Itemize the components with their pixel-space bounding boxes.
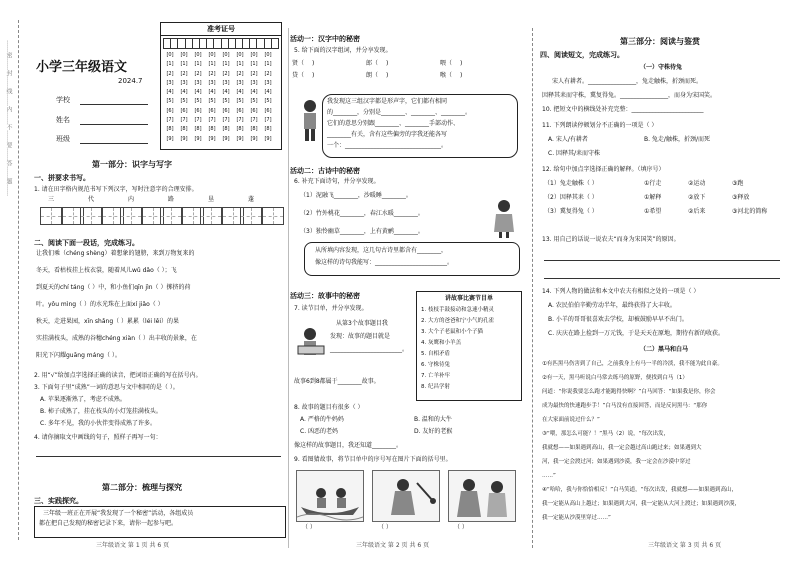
q11-text: 11. 下列朗读停顿划分不正确的一项是（ ） [542, 122, 658, 129]
passage-line: 让我们乘（chéng shèng）着想象的翅膀，来到万物复来的 [36, 250, 195, 257]
q5-cell: 贤（ [292, 60, 305, 67]
q8-option-b[interactable]: B. 温和的大牛 [414, 416, 452, 423]
tiange-cell[interactable] [160, 207, 182, 225]
story2-line: 问道：“你说我要怎么跑才能跑得快啊？”白马回答：“如果我是你，你会 [542, 389, 716, 395]
digit-bubble[interactable]: [5] [222, 98, 230, 105]
q7-text-1: 从第3个故事题目我 [336, 320, 388, 327]
part2-title: 第二部分：梳理与探究 [102, 483, 182, 492]
program-item: 2. 大方的爸爸和宁小气的孔雀 [421, 318, 494, 324]
q5-cell[interactable]: ) [386, 60, 389, 67]
digit-row[interactable] [163, 125, 279, 134]
digit-bubble[interactable]: [4] [264, 89, 272, 96]
q14-text: 14. 下列人物的做法和本文中农夫有相似之处的一项是（ ） [542, 288, 700, 295]
digit-bubble[interactable]: [0] [208, 52, 216, 58]
q5-cell: 喂（ [440, 60, 453, 67]
digit-bubble[interactable]: [0] [194, 52, 202, 58]
digit-row[interactable] [163, 70, 279, 79]
q5-cell[interactable]: ) [460, 60, 463, 67]
q11-option-b[interactable]: B. 兔走/触株，折颈/而死 [644, 136, 710, 143]
school-label: 学校 [56, 96, 70, 104]
digit-bubble[interactable]: [0] [250, 52, 258, 58]
q12-rows [544, 180, 784, 222]
q6-finding-box [304, 242, 520, 276]
q10-text[interactable]: 10. 把短文中的横线处补充完整：________________________ [542, 106, 704, 113]
char-label: 三 [48, 196, 55, 203]
story-picture-2 [372, 470, 440, 522]
practice-box [34, 506, 286, 538]
digit-bubble[interactable]: [7] [250, 117, 258, 124]
story2-line: ④“哈哈，我与你恰恰相反！”白马笑道，“每次出发，我就想——如果遇到高山， [542, 487, 737, 493]
story1-line-1: 宋人有耕者。________________，兔走触株，折颈而死。 [552, 78, 703, 85]
digit-bubble[interactable]: [4] [180, 89, 188, 96]
digit-row[interactable] [163, 88, 279, 97]
program-item: 4. 灰鹰和小羊羔 [421, 340, 461, 346]
q12-row [544, 194, 784, 202]
story2-title: （二）黑马和白马 [640, 346, 689, 353]
picture-1-answer[interactable]: （ ） [302, 524, 316, 531]
digit-bubble[interactable]: [7] [236, 117, 244, 124]
digit-bubble[interactable]: [7] [208, 117, 216, 124]
digit-bubble[interactable]: [7] [166, 117, 174, 124]
digit-bubble[interactable]: [9] [194, 135, 202, 142]
q12-cell[interactable]: ③释放 [732, 194, 750, 201]
digit-bubble[interactable]: [1] [166, 61, 174, 68]
digit-bubble[interactable]: [8] [236, 126, 244, 133]
q13-answer-line-1[interactable] [544, 260, 780, 261]
digit-bubble[interactable]: [6] [250, 107, 258, 114]
digit-bubble[interactable]: [3] [208, 79, 216, 86]
name-field[interactable] [80, 124, 148, 125]
reader-figure [296, 326, 326, 366]
digit-bubble[interactable]: [7] [264, 117, 272, 124]
digit-bubble[interactable]: [1] [208, 61, 216, 68]
passage [36, 250, 286, 369]
digit-bubble[interactable]: [3] [166, 79, 174, 86]
q12-cell[interactable]: ①行走 [644, 180, 662, 187]
q14-option-b[interactable]: B. 小羊的哥哥很喜欢去学校，却被鼓励早早不出门。 [548, 316, 688, 323]
digit-bubble[interactable]: [1] [222, 61, 230, 68]
q11-option-a[interactable]: A. 宋人/有耕者 [548, 136, 588, 143]
digit-row[interactable] [163, 60, 279, 69]
passage-line: 秋天，走进果园，xīn shǎng（ ）累累（léi lěi）的果 [36, 318, 180, 325]
bubble-line: 的________，分别是________、________、________。 [327, 109, 472, 116]
digit-bubble[interactable]: [6] [180, 107, 188, 114]
q8-option-a[interactable]: A. 严格的牛妈妈 [300, 416, 344, 423]
page2-footer: 三年级语文 第 2 页 共 6 页 [356, 542, 430, 549]
digit-bubble[interactable]: [9] [166, 135, 174, 142]
digit-bubble[interactable]: [1] [250, 61, 258, 68]
q12-cell[interactable]: ①解释 [644, 194, 662, 201]
q13-answer-line-2[interactable] [544, 278, 780, 279]
tiange-cell[interactable] [80, 207, 102, 225]
digit-bubble[interactable]: [0] [264, 52, 272, 58]
part3-title: 第三部分：阅读与鉴赏 [620, 37, 700, 46]
girl-figure [492, 198, 516, 238]
q5-row[interactable] [292, 60, 522, 68]
digit-bubble[interactable]: [2] [250, 70, 258, 77]
tiange-cell[interactable] [200, 207, 222, 225]
program-item: 5. 自相矛盾 [421, 351, 450, 357]
q5-cell[interactable]: ) [312, 72, 315, 79]
digit-bubble[interactable]: [6] [194, 107, 202, 114]
program-item: 1. 枝枝手鼓接动和急速小精灵 [421, 307, 494, 313]
practice-line-1: 三年级一班正在开展“我发现了一个秘密”活动，各组成员 [43, 510, 194, 517]
digit-bubble[interactable]: [3] [264, 79, 272, 86]
story1-title: （一）守株待兔 [640, 64, 683, 71]
char-label: 内 [128, 196, 135, 203]
section2-title: 二、阅读下面一段话，完成练习。 [34, 239, 139, 247]
digit-bubble[interactable]: [7] [180, 117, 188, 124]
q12-cell[interactable]: ①希望 [644, 208, 662, 215]
tiange-row [40, 196, 280, 238]
digit-bubble[interactable]: [2] [208, 70, 216, 77]
digit-bubble[interactable]: [4] [194, 89, 202, 96]
program-item: 7. 亡羊补牢 [421, 373, 450, 379]
q12-row [544, 180, 784, 188]
class-label: 班级 [56, 135, 70, 143]
q14-option-a[interactable]: A. 农民伯伯辛勤劳动半年，最终获得了大丰收。 [548, 302, 676, 309]
digit-bubble[interactable]: [3] [194, 79, 202, 86]
q12-cell[interactable]: ③跑 [732, 180, 744, 187]
story2-line: 我一定能从高山上越过；如果遇到大河，我一定能从大河上渡过；如果遇到沙漠， [542, 501, 741, 507]
digit-bubble[interactable]: [5] [236, 98, 244, 105]
digit-bubble[interactable]: [8] [208, 126, 216, 133]
digit-bubble[interactable]: [2] [166, 70, 174, 77]
char-label: 路 [168, 196, 175, 203]
section1-title: 一、拼要求书写。 [34, 174, 90, 182]
speech-bubble [322, 94, 518, 158]
digit-bubble[interactable]: [1] [180, 61, 188, 68]
passage-line: 叶。yǒu mìng（ ）的水光珠在上面xí jiǎo（ ） [36, 301, 164, 308]
digit-bubble[interactable]: [3] [222, 79, 230, 86]
q5-word-rows[interactable] [292, 60, 522, 84]
q12-cell[interactable]: ③河北的简称 [732, 208, 768, 215]
q3-option-a[interactable]: A. 苹果逐渐熟了，考虑不成熟。 [40, 396, 126, 403]
q7-text-3[interactable]: ________________________。 [330, 346, 409, 353]
digit-bubble[interactable]: [9] [250, 135, 258, 142]
story2-line: 我一定能从沙漠里穿过……” [542, 515, 611, 521]
digit-bubble[interactable]: [9] [222, 135, 230, 142]
q12-text: 12. 给句中加点字选择正确的解释。（填序号） [542, 166, 665, 173]
bubble-line: 一个：________________________________。 [327, 142, 448, 149]
q12-row [544, 208, 784, 216]
q5-cell[interactable]: ) [460, 72, 463, 79]
q12-cell[interactable]: ②后来 [688, 208, 706, 215]
q4-answer-line[interactable] [36, 456, 281, 457]
q5-cell: 喉（ [440, 72, 453, 79]
bubble-line: 它们的意思分别跟________、________手部动作、 [327, 120, 460, 127]
q3-option-c[interactable]: C. 多年不见，我的小伙伴变得成熟了许多。 [40, 420, 157, 427]
digit-bubble[interactable]: [6] [222, 107, 230, 114]
q6-finding-1: 从所填内容发现，这几句古诗里都含有________， [315, 247, 448, 254]
q7-more[interactable]: 故事6到8都属于________故事。 [294, 378, 380, 385]
seal-line [18, 20, 19, 540]
story2-line: ③“喂，那怎么可能？！”黑马（2）说，“每次出发， [542, 431, 669, 437]
digit-bubble[interactable]: [4] [208, 89, 216, 96]
q8-option-c[interactable]: C. 凶恶的老妈 [300, 428, 339, 435]
digit-bubble[interactable]: [8] [166, 126, 174, 133]
page1-footer: 三年级语文 第 1 页 共 6 页 [96, 542, 170, 549]
q8-option-d[interactable]: D. 友好的老猴 [414, 428, 453, 435]
tiange-cell[interactable] [240, 207, 262, 225]
q12-cell[interactable]: ②放下 [688, 194, 706, 201]
q1-text: 1. 请在田字格内规范书写下列汉字，写时注意字的合理安排。 [34, 186, 198, 193]
digit-bubble[interactable]: [8] [180, 126, 188, 133]
q3-option-b[interactable]: B. 柿子成熟了，挂在枝头的小灯笼挂满枝头。 [40, 408, 162, 415]
q7-text-2: 发现：故事的题目就是 [330, 333, 391, 340]
char-label: 代 [88, 196, 95, 203]
story2-line: ……” [542, 473, 556, 479]
q5-row[interactable] [292, 72, 522, 80]
q8-text: 8. 故事的题目有很多（ ） [294, 404, 364, 411]
bubble-line: ________有关，含有这些偏旁的字我还能各写 [327, 131, 448, 138]
exam-number-grid[interactable] [163, 38, 279, 49]
part1-title: 第一部分：识字与写字 [92, 160, 172, 169]
q5-cell: 郎（ [366, 60, 379, 67]
digit-bubble[interactable]: [6] [208, 107, 216, 114]
exam-number-label: 准考证号 [161, 23, 281, 36]
q12-cell: （2）因释其耒（ ） [544, 194, 598, 201]
q11-option-c[interactable]: C. 因释其/耒而守株 [548, 150, 601, 157]
exam-number-box [160, 22, 282, 150]
q5-text: 5. 给下面的汉字组词，并分享发现。 [294, 47, 392, 54]
practice-line-2: 都在把自己发现的秘密记录下来，请你一起参与吧。 [39, 520, 178, 527]
q5-cell: 贷（ [292, 72, 305, 79]
digit-bubble[interactable]: [9] [264, 135, 272, 142]
story2-line: ①有匹黑马伤害到了自己，之前我身上有马一半的冷淡，我不能为此自豪。 [542, 361, 723, 367]
digit-bubble[interactable]: [4] [250, 89, 258, 96]
school-field[interactable] [80, 104, 148, 105]
digit-row[interactable] [163, 97, 279, 106]
digit-bubble[interactable]: [5] [208, 98, 216, 105]
digit-bubble[interactable]: [3] [236, 79, 244, 86]
digit-bubble[interactable]: [1] [264, 61, 272, 68]
story2-line: ②有一天，黑马听说白马常去练马的原野，便找到白马（1） [542, 375, 688, 381]
digit-bubble[interactable]: [5] [250, 98, 258, 105]
digit-row[interactable] [163, 135, 279, 144]
digit-row[interactable] [163, 51, 279, 60]
digit-bubble[interactable]: [7] [222, 117, 230, 124]
q6-line-1[interactable]: （1）泥融飞________，沙暖睡________。 [300, 192, 412, 199]
passage-line: 冬天，看枯枝挂上枝衣裳，随着风儿wǔ dǎo（ ）；飞 [36, 267, 177, 274]
q6-finding-2[interactable]: 像这样的诗句我能写：________________________。 [315, 259, 454, 266]
story2-line: 在大家面前说过什么？” [542, 417, 600, 423]
seal-line-text: ……密……封……线……内……不……要……答……题…… [5, 40, 12, 196]
q6-line-2[interactable]: （2）竹外桃花________，春江水暖________。 [300, 210, 424, 217]
digit-bubble[interactable]: [2] [180, 70, 188, 77]
story2-line: 河，我一定会渡过河；如果遇到沙漠，我一定会在沙漠中穿过 [542, 459, 691, 465]
story-picture-3 [448, 470, 516, 522]
digit-bubble[interactable]: [4] [222, 89, 230, 96]
digit-bubble[interactable]: [2] [194, 70, 202, 77]
digit-bubble[interactable]: [0] [166, 52, 174, 58]
program-item: 3. 大个子老鼠和小个子猫 [421, 329, 483, 335]
program-item: 8. 纪昌学射 [421, 384, 450, 390]
digit-bubble[interactable]: [2] [236, 70, 244, 77]
story-picture-1 [296, 470, 364, 522]
tiange-cell[interactable] [262, 207, 284, 225]
digit-bubble[interactable]: [0] [180, 52, 188, 58]
digit-bubble[interactable]: [0] [222, 52, 230, 58]
digit-bubble[interactable]: [8] [222, 126, 230, 133]
digit-bubble[interactable]: [2] [264, 70, 272, 77]
story2-line: 我就想——如果遇到高山，我一定会越过高山跑过来；如果遇到大 [542, 445, 702, 451]
digit-bubble[interactable]: [5] [264, 98, 272, 105]
activity3-title: 活动三：故事中的秘密 [290, 292, 360, 300]
digit-bubble[interactable]: [1] [236, 61, 244, 68]
q14-option-c[interactable]: C. 庆庆在路上捡到一万元钱，于是天天在原地，期待有新的收获。 [548, 330, 725, 337]
digit-bubble[interactable]: [3] [180, 79, 188, 86]
picture-2-answer[interactable]: （ ） [378, 524, 392, 531]
q5-cell[interactable]: ) [386, 72, 389, 79]
digit-bubble[interactable]: [9] [208, 135, 216, 142]
q5-cell: 朗（ [366, 72, 379, 79]
q2-text: 2. 用“√”给加点字选择正确的读音，把词语正确的写在括号内。 [34, 372, 202, 379]
q6-text: 6. 补充下面诗句，并分享发现。 [294, 178, 380, 185]
digit-bubble[interactable]: [7] [194, 117, 202, 124]
q8-more[interactable]: 像这样的故事题目，我还知道________。 [294, 442, 403, 449]
story1-line-2: 因释其耒而守株，冀复得兔。________________，而身为宋国笑。 [542, 92, 717, 99]
story2-text [542, 360, 788, 528]
digit-row[interactable] [163, 116, 279, 125]
q7-text: 7. 读节目单，并分享发现。 [294, 305, 368, 312]
program-item: 6. 守株待兔 [421, 362, 450, 368]
q13-text: 13. 用自己的话说一说农夫“而身为宋国笑”的原因。 [542, 236, 680, 243]
exam-digit-bubbles[interactable] [163, 51, 279, 144]
activity2-title: 活动二：古诗中的秘密 [290, 167, 360, 175]
digit-bubble[interactable]: [4] [236, 89, 244, 96]
digit-bubble[interactable]: [9] [236, 135, 244, 142]
digit-bubble[interactable]: [8] [194, 126, 202, 133]
digit-bubble[interactable]: [8] [264, 126, 272, 133]
q6-line-3[interactable]: （3）独怜幽草________，上有黄鹂________。 [300, 228, 424, 235]
char-label: 垦 [208, 196, 215, 203]
picture-3-answer[interactable]: （ ） [454, 524, 468, 531]
digit-row[interactable] [163, 79, 279, 88]
class-field[interactable] [80, 143, 148, 144]
digit-bubble[interactable]: [6] [264, 107, 272, 114]
bubble-line: 我发现这三组汉字都是形声字，它们都有相同 [327, 98, 448, 105]
passage-line: 到夏天的chí táng（ ）中，和小鱼们qīn jìn（ ）掷挤的荷 [36, 284, 191, 291]
digit-bubble[interactable]: [9] [180, 135, 188, 142]
passage-line: 阳光下闪耀guāng máng（ ）。 [36, 352, 121, 359]
exam-date: 2024.7 [118, 77, 143, 85]
q12-cell: （3）冀复得兔（ ） [544, 208, 598, 215]
digit-bubble[interactable]: [6] [236, 107, 244, 114]
story2-line: 成为最快的快速跑步手！”白马没有直接回答，而是反问黑马：“那你 [542, 403, 708, 409]
digit-bubble[interactable]: [0] [236, 52, 244, 58]
digit-row[interactable] [163, 107, 279, 116]
exam-title: 小学三年级语文 [36, 60, 128, 75]
q12-cell: （1）兔走触株（ ） [544, 180, 598, 187]
q5-cell[interactable]: ) [312, 60, 315, 67]
digit-bubble[interactable]: [3] [250, 79, 258, 86]
section3-title: 三、实践探究。 [34, 497, 83, 505]
digit-bubble[interactable]: [2] [222, 70, 230, 77]
digit-bubble[interactable]: [5] [166, 98, 174, 105]
program-list [416, 291, 522, 401]
passage-line: 实挂满枝头，成熟的谷穗chéng xiàn（ ）出丰收的景象，在 [36, 335, 197, 342]
q4-text: 4. 请你摘取文中画线的句子，照样子再写一句： [34, 434, 162, 441]
digit-bubble[interactable]: [8] [250, 126, 258, 133]
program-title: 讲故事比赛节目单 [444, 295, 493, 302]
tiange-cell[interactable] [120, 207, 142, 225]
q9-text: 9. 看图猜故事，将节目单中的序号写在图片下面的括号里。 [294, 456, 452, 463]
name-label: 姓名 [56, 116, 70, 124]
digit-bubble[interactable]: [4] [166, 89, 174, 96]
page3-footer: 三年级语文 第 3 页 共 6 页 [648, 542, 722, 549]
tiange-cell[interactable] [40, 207, 62, 225]
digit-bubble[interactable]: [5] [194, 98, 202, 105]
digit-bubble[interactable]: [1] [194, 61, 202, 68]
digit-bubble[interactable]: [5] [180, 98, 188, 105]
digit-bubble[interactable]: [6] [166, 107, 174, 114]
char-label: 蓬 [248, 196, 255, 203]
boy-figure [300, 98, 320, 142]
q12-cell[interactable]: ②运动 [688, 180, 706, 187]
activity1-title: 活动一：汉字中的秘密 [290, 35, 360, 43]
q3-text: 3. 下面句子里“成熟”一词的意思与文中相同的是（ ）。 [34, 384, 179, 391]
section4-title: 四、阅读短文，完成练习。 [540, 51, 624, 59]
